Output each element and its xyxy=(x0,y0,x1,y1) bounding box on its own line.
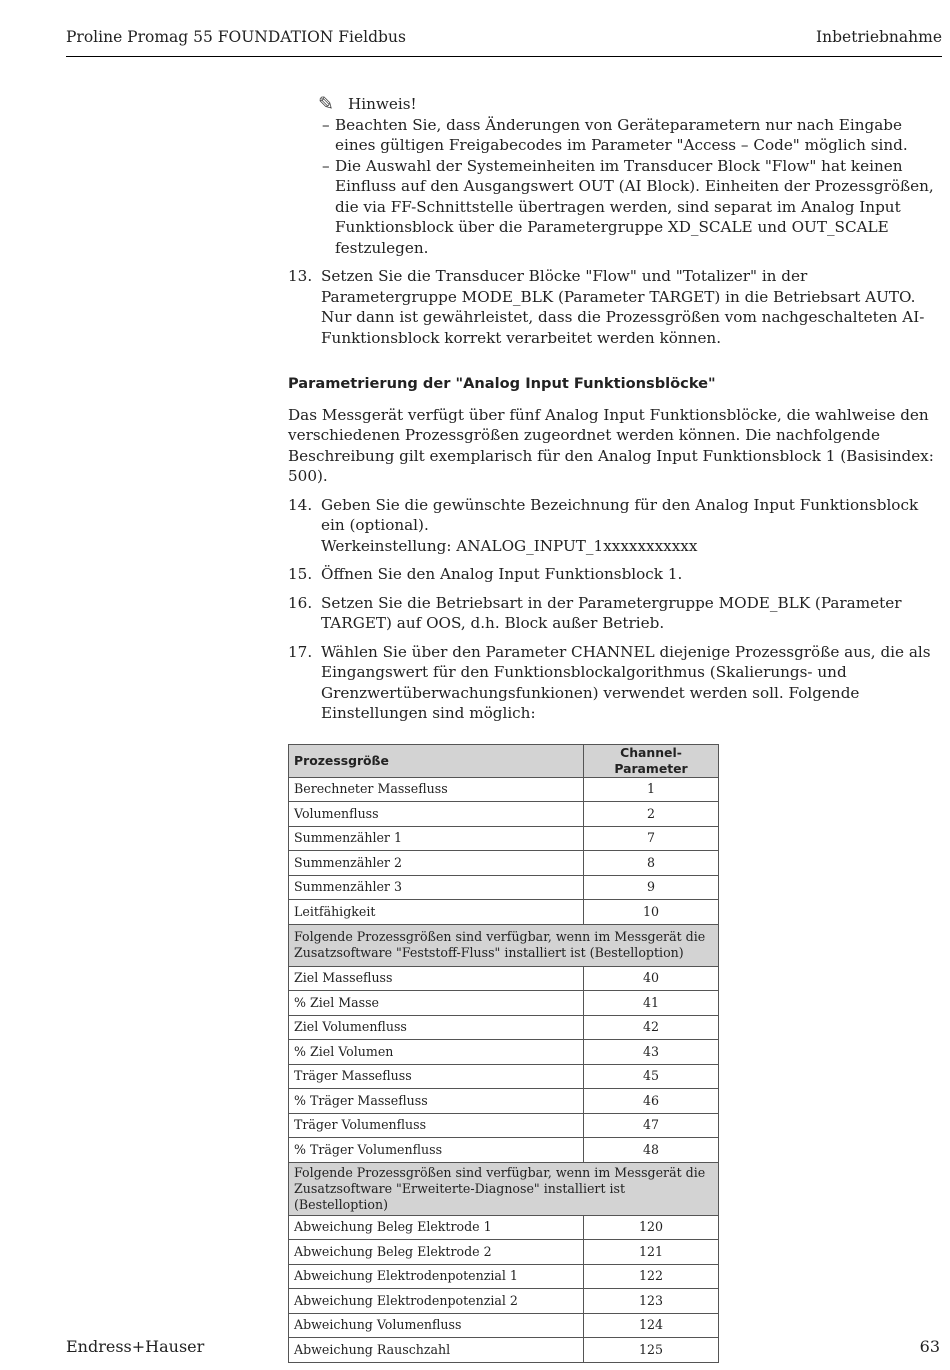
table-row xyxy=(289,1313,719,1338)
table-row xyxy=(289,1040,719,1065)
channel-value-cell: 8 xyxy=(584,851,719,876)
page-header xyxy=(66,26,942,57)
process-variable-cell: Leitfähigkeit xyxy=(289,900,584,925)
step-item xyxy=(288,593,942,634)
process-variable-cell: Summenzähler 3 xyxy=(289,875,584,900)
header-document-title: Proline Promag 55 FOUNDATION Fieldbus xyxy=(66,28,406,46)
step-list xyxy=(288,495,942,724)
process-variable-cell: Träger Volumenfluss xyxy=(289,1113,584,1138)
process-variable-cell: Summenzähler 2 xyxy=(289,851,584,876)
dash-bullet: – xyxy=(322,115,330,134)
step-text: Geben Sie die gewünschte Bezeichnung für den Analog Input Funktionsblock ein (optional). xyxy=(321,495,919,534)
table-body xyxy=(289,777,719,1362)
process-variable-cell: Abweichung Beleg Elektrode 1 xyxy=(289,1215,584,1240)
process-variable-cell: Ziel Volumenfluss xyxy=(289,1015,584,1040)
step-number: 16. xyxy=(288,593,313,612)
step-text: Setzen Sie die Transducer Blöcke "Flow" und "Totalizer" in der Parametergruppe MODE_BLK (Parameter TARGET) in die Betriebsart AUTO. Nur dann ist gewährleistet, dass die Prozessgrößen vom nachgeschalteten AI-Funktionsblock korrekt verarbeitet werden können. xyxy=(321,267,925,347)
channel-value-cell: 120 xyxy=(584,1215,719,1240)
step-number: 14. xyxy=(288,495,313,514)
note-item xyxy=(322,156,942,259)
table-row xyxy=(289,966,719,991)
process-variable-cell: Abweichung Rauschzahl xyxy=(289,1338,584,1363)
channel-value-cell: 1 xyxy=(584,777,719,802)
table-row xyxy=(289,1215,719,1240)
process-variable-cell: Abweichung Elektrodenpotenzial 2 xyxy=(289,1289,584,1314)
step-number: 13. xyxy=(288,267,313,285)
note-item xyxy=(322,115,942,156)
step-item xyxy=(288,642,942,724)
channel-value-cell: 43 xyxy=(584,1040,719,1065)
step-number: 15. xyxy=(288,565,313,583)
table-row xyxy=(289,1240,719,1265)
table-row xyxy=(289,1015,719,1040)
process-variable-cell: % Ziel Masse xyxy=(289,991,584,1016)
step-text-block xyxy=(321,593,942,634)
note-box xyxy=(318,93,942,258)
note-item-text: Beachten Sie, dass Änderungen von Geräteparametern nur nach Eingabe eines gültigen Freigabecodes im Parameter "Access – Code" möglich sind. xyxy=(335,115,908,154)
section-intro: Das Messgerät verfügt über fünf Analog Input Funktionsblöcke, die wahlweise den verschiedenen Prozessgrößen zugeordnet werden können. Die nachfolgende Beschreibung gilt exemplarisch für den Analog Input Funktionsblock 1 (Basisindex: 500). xyxy=(288,405,934,485)
step-number: 17. xyxy=(288,642,313,661)
channel-value-cell: 125 xyxy=(584,1338,719,1363)
table-row xyxy=(289,802,719,827)
step-text-block xyxy=(321,564,942,585)
process-variable-cell: % Träger Volumenfluss xyxy=(289,1138,584,1163)
process-variable-cell: Abweichung Beleg Elektrode 2 xyxy=(289,1240,584,1265)
group-note-cell: Folgende Prozessgrößen sind verfügbar, wenn im Messgerät die Zusatzsoftware "Feststoff-Fluss" installiert ist (Bestelloption) xyxy=(289,924,719,966)
table-row xyxy=(289,1089,719,1114)
process-variable-cell: Ziel Massefluss xyxy=(289,966,584,991)
note-title: Hinweis! xyxy=(348,95,417,113)
channel-value-cell: 47 xyxy=(584,1113,719,1138)
table-row xyxy=(289,1264,719,1289)
table-row xyxy=(289,777,719,802)
table-row xyxy=(289,1064,719,1089)
section-title: Parametrierung der "Analog Input Funktionsblöcke" xyxy=(288,375,716,392)
channel-value-cell: 10 xyxy=(584,900,719,925)
step-item xyxy=(288,495,942,557)
channel-value-cell: 48 xyxy=(584,1138,719,1163)
channel-value-cell: 7 xyxy=(584,826,719,851)
process-variable-cell: % Ziel Volumen xyxy=(289,1040,584,1065)
table-row xyxy=(289,1338,719,1363)
step-text-block xyxy=(321,495,942,557)
channel-table xyxy=(288,744,719,1363)
step-13 xyxy=(288,266,942,348)
channel-value-cell: 2 xyxy=(584,802,719,827)
table-row xyxy=(289,1113,719,1138)
dash-bullet: – xyxy=(322,156,330,175)
channel-value-cell: 40 xyxy=(584,966,719,991)
process-variable-cell: Träger Massefluss xyxy=(289,1064,584,1089)
process-variable-cell: Berechneter Massefluss xyxy=(289,777,584,802)
table-row xyxy=(289,1289,719,1314)
channel-value-cell: 45 xyxy=(584,1064,719,1089)
channel-value-cell: 123 xyxy=(584,1289,719,1314)
group-note-cell: Folgende Prozessgrößen sind verfügbar, wenn im Messgerät die Zusatzsoftware "Erweiterte-Diagnose" installiert ist (Bestelloption) xyxy=(289,1162,719,1215)
table-row xyxy=(289,826,719,851)
table-row xyxy=(289,875,719,900)
table-group-row xyxy=(289,1162,719,1215)
channel-value-cell: 41 xyxy=(584,991,719,1016)
note-item-text: Die Auswahl der Systemeinheiten im Transducer Block "Flow" hat keinen Einfluss auf den Ausgangswert OUT (AI Block). Einheiten der Prozessgrößen, die via FF-Schnittstelle übertragen werden, sind separat im Analog Input Funktionsblock über die Parametergruppe XD_SCALE und OUT_SCALE festzulegen. xyxy=(335,156,934,257)
process-variable-cell: Abweichung Volumenfluss xyxy=(289,1313,584,1338)
table-group-row xyxy=(289,924,719,966)
page-number: 63 xyxy=(919,1337,940,1356)
table-header-row xyxy=(289,744,719,777)
process-variable-cell: Abweichung Elektrodenpotenzial 1 xyxy=(289,1264,584,1289)
footer-brand: Endress+Hauser xyxy=(66,1337,205,1356)
process-variable-cell: Volumenfluss xyxy=(289,802,584,827)
column-header-channel: Channel-Parameter xyxy=(584,744,719,777)
channel-value-cell: 121 xyxy=(584,1240,719,1265)
header-chapter-title: Inbetriebnahme xyxy=(816,28,942,46)
table-row xyxy=(289,851,719,876)
step-item xyxy=(288,564,942,585)
channel-value-cell: 42 xyxy=(584,1015,719,1040)
process-variable-cell: Summenzähler 1 xyxy=(289,826,584,851)
column-header-process: Prozessgröße xyxy=(289,744,584,777)
step-text: Wählen Sie über den Parameter CHANNEL diejenige Prozessgröße aus, die als Eingangswert für den Funktionsblockalgorithmus (Skalierungs- und Grenzwertüberwachungsfunkionen) verwendet werden soll. Folgende Einstellungen sind möglich: xyxy=(321,642,931,722)
channel-value-cell: 124 xyxy=(584,1313,719,1338)
process-variable-cell: % Träger Massefluss xyxy=(289,1089,584,1114)
step-text: Setzen Sie die Betriebsart in der Parametergruppe MODE_BLK (Parameter TARGET) auf OOS, d.h. Block außer Betrieb. xyxy=(321,593,902,632)
channel-value-cell: 122 xyxy=(584,1264,719,1289)
step-text-block xyxy=(321,642,942,724)
step-text: Öffnen Sie den Analog Input Funktionsblock 1. xyxy=(321,565,683,583)
step-default-setting: Werkeinstellung: ANALOG_INPUT_1xxxxxxxxxxx xyxy=(321,536,698,555)
note-heading xyxy=(318,93,942,115)
channel-value-cell: 46 xyxy=(584,1089,719,1114)
page-content xyxy=(288,94,942,1363)
table-row xyxy=(289,1138,719,1163)
table-row xyxy=(289,900,719,925)
table-row xyxy=(289,991,719,1016)
pencil-icon: ✎ xyxy=(318,93,334,115)
channel-value-cell: 9 xyxy=(584,875,719,900)
